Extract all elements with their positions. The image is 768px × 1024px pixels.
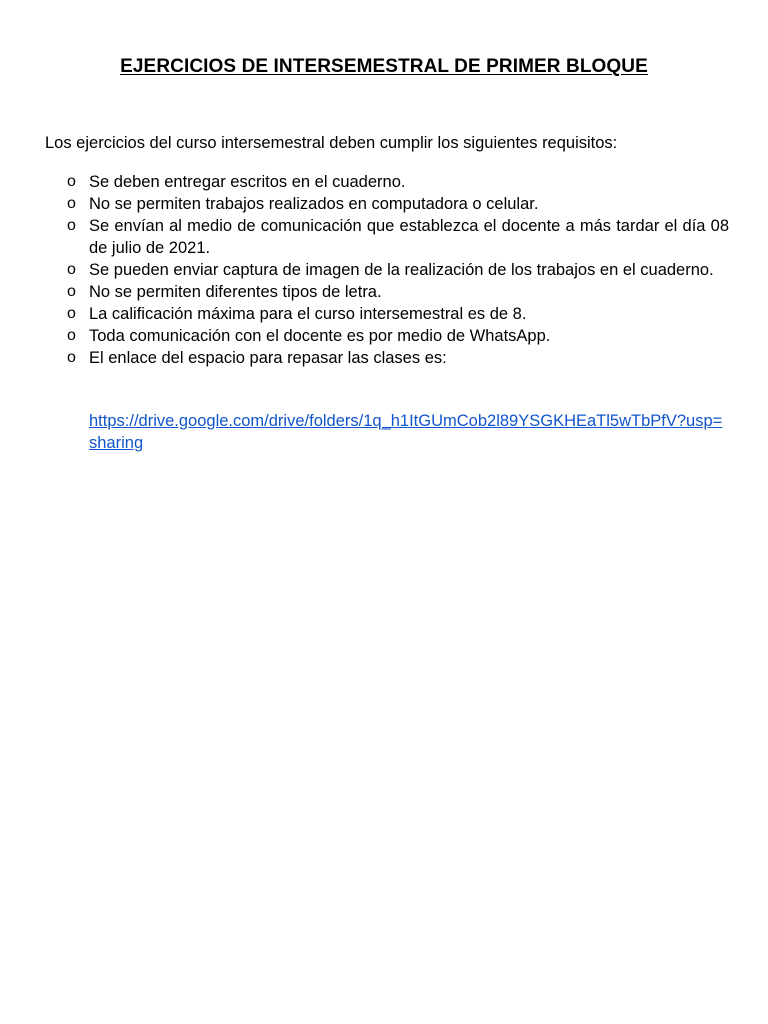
list-item [0, 325, 729, 347]
document-title: EJERCICIOS DE INTERSEMESTRAL DE PRIMER BLOQUE [120, 56, 648, 77]
bullet-circle-icon: o [67, 327, 76, 344]
list-item [0, 171, 729, 193]
list-item [0, 193, 729, 215]
requirement-text: No se permiten trabajos realizados en computadora o celular. [89, 195, 539, 213]
requirements-list [0, 171, 768, 369]
requirement-text: Toda comunicación con el docente es por medio de WhatsApp. [89, 327, 551, 345]
bullet-circle-icon: o [67, 217, 76, 234]
drive-folder-link[interactable]: https://drive.google.com/drive/folders/1q_h1ItGUmCob2l89YSGKHEaTl5wTbPfV?usp=sharing [89, 412, 723, 452]
bullet-circle-icon: o [67, 349, 76, 366]
bullet-circle-icon: o [67, 173, 76, 190]
requirement-text: No se permiten diferentes tipos de letra. [89, 283, 382, 301]
list-item [0, 259, 729, 281]
list-item [0, 347, 729, 369]
drive-link-container [89, 410, 729, 454]
list-item [0, 303, 729, 325]
bullet-circle-icon: o [67, 283, 76, 300]
requirement-text: Se pueden enviar captura de imagen de la realización de los trabajos en el cuaderno. [89, 261, 714, 279]
list-item [0, 281, 729, 303]
requirement-text: Se envían al medio de comunicación que establezca el docente a más tardar el día 08 de julio de 2021. [89, 217, 729, 257]
bullet-circle-icon: o [67, 261, 76, 278]
requirement-text: Se deben entregar escritos en el cuaderno. [89, 173, 406, 191]
bullet-circle-icon: o [67, 305, 76, 322]
requirement-text: La calificación máxima para el curso intersemestral es de 8. [89, 305, 527, 323]
intro-paragraph: Los ejercicios del curso intersemestral deben cumplir los siguientes requisitos: [45, 134, 618, 152]
list-item [0, 215, 729, 259]
requirement-text: El enlace del espacio para repasar las clases es: [89, 349, 447, 367]
bullet-circle-icon: o [67, 195, 76, 212]
